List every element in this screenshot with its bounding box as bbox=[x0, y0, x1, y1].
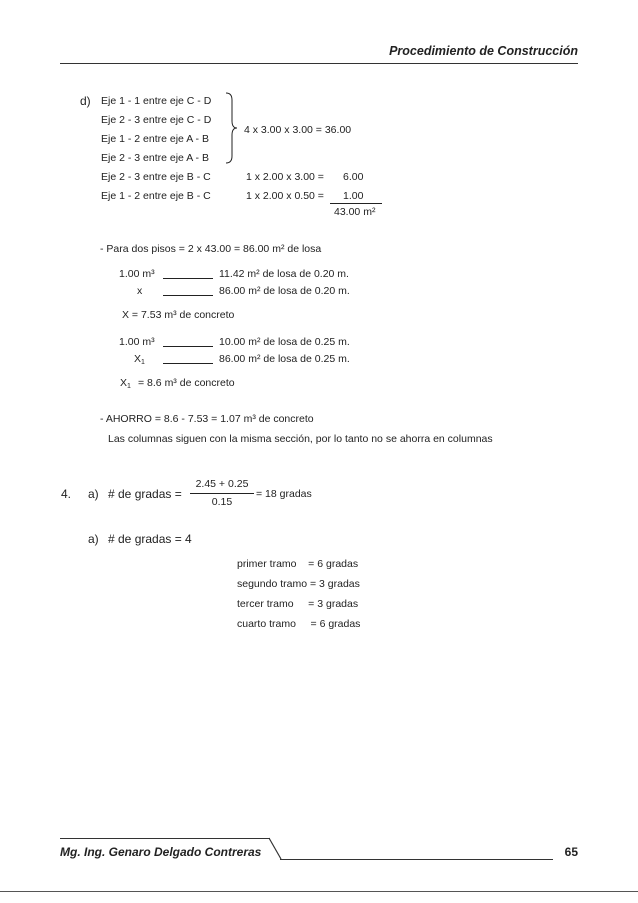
dos-pisos-line: - Para dos pisos = 2 x 43.00 = 86.00 m² de losa bbox=[100, 243, 322, 255]
page-number: 65 bbox=[564, 845, 578, 859]
tramo-1: primer tramo = 6 gradas bbox=[237, 558, 359, 570]
total-area: 43.00 m² bbox=[334, 206, 376, 218]
footer-rule-left bbox=[60, 838, 270, 839]
rule2-a-left: 1.00 m³ bbox=[119, 336, 155, 348]
rule2-b-left bbox=[134, 353, 145, 369]
q4-a-result: = 18 gradas bbox=[256, 488, 312, 500]
page-bottom-edge bbox=[0, 891, 638, 892]
rule2-b-line bbox=[163, 363, 213, 364]
rule1-a-line bbox=[163, 278, 213, 279]
q4-a-text: # de gradas = bbox=[108, 487, 182, 501]
q4-a-label: a) bbox=[88, 487, 99, 501]
rule1-result: X = 7.53 m³ de concreto bbox=[122, 309, 235, 321]
sum-rule bbox=[330, 203, 382, 204]
item-label-d: d) bbox=[80, 94, 91, 108]
rule2-a-right: 10.00 m² de losa de 0.25 m. bbox=[219, 336, 350, 348]
rule2-result-x: X bbox=[120, 377, 128, 389]
eje-item-6: Eje 1 - 2 entre eje B - C bbox=[101, 190, 211, 202]
tramo-4: cuarto tramo = 6 gradas bbox=[237, 618, 361, 630]
q4-b-label: a) bbox=[88, 532, 99, 546]
rule1-b-left: x bbox=[137, 285, 143, 297]
calc-bc-2-value: 1.00 bbox=[343, 190, 364, 202]
right-brace bbox=[224, 92, 238, 164]
header-rule bbox=[60, 63, 578, 64]
calc-bc-1-value: 6.00 bbox=[343, 171, 364, 183]
eje-item-3: Eje 1 - 2 entre eje A - B bbox=[101, 133, 209, 145]
columnas-note: Las columnas siguen con la misma sección, por lo tanto no se ahorra en columnas bbox=[108, 433, 493, 445]
tramo-2: segundo tramo = 3 gradas bbox=[237, 578, 360, 590]
calc-bc-1: 1 x 2.00 x 3.00 = bbox=[246, 171, 324, 183]
rule1-b-right: 86.00 m² de losa de 0.20 m. bbox=[219, 285, 350, 297]
calc-group: 4 x 3.00 x 3.00 = 36.00 bbox=[244, 124, 352, 136]
fraction-bar bbox=[190, 493, 254, 494]
rule1-a-left: 1.00 m³ bbox=[119, 268, 155, 280]
rule2-b-right: 86.00 m² de losa de 0.25 m. bbox=[219, 353, 350, 365]
rule1-a-right: 11.42 m² de losa de 0.20 m. bbox=[219, 268, 349, 280]
eje-item-4: Eje 2 - 3 entre eje A - B bbox=[101, 152, 209, 164]
fraction-numerator: 2.45 + 0.25 bbox=[195, 478, 249, 490]
rule1-b-line bbox=[163, 295, 213, 296]
footer-rule-right bbox=[280, 859, 553, 860]
footer-rule-connector bbox=[268, 837, 282, 860]
rule2-result-var bbox=[120, 377, 131, 393]
question-number: 4. bbox=[61, 487, 72, 501]
eje-item-1: Eje 1 - 1 entre eje C - D bbox=[101, 95, 212, 107]
eje-item-2: Eje 2 - 3 entre eje C - D bbox=[101, 114, 212, 126]
rule2-b-var: X bbox=[134, 353, 142, 365]
rule2-a-line bbox=[163, 346, 213, 347]
page-header-title: Procedimiento de Construcción bbox=[389, 44, 578, 58]
rule2-b-subscript: 1 bbox=[141, 359, 145, 366]
fraction-denominator: 0.15 bbox=[211, 496, 233, 508]
q4-b-text: # de gradas = 4 bbox=[108, 532, 192, 546]
ahorro-line: - AHORRO = 8.6 - 7.53 = 1.07 m³ de concreto bbox=[100, 413, 314, 425]
rule2-result: = 8.6 m³ de concreto bbox=[138, 377, 235, 389]
eje-item-5: Eje 2 - 3 entre eje B - C bbox=[101, 171, 211, 183]
footer-author: Mg. Ing. Genaro Delgado Contreras bbox=[60, 845, 262, 859]
tramo-3: tercer tramo = 3 gradas bbox=[237, 598, 359, 610]
rule2-result-subscript: 1 bbox=[127, 383, 131, 390]
calc-bc-2: 1 x 2.00 x 0.50 = bbox=[246, 190, 324, 202]
